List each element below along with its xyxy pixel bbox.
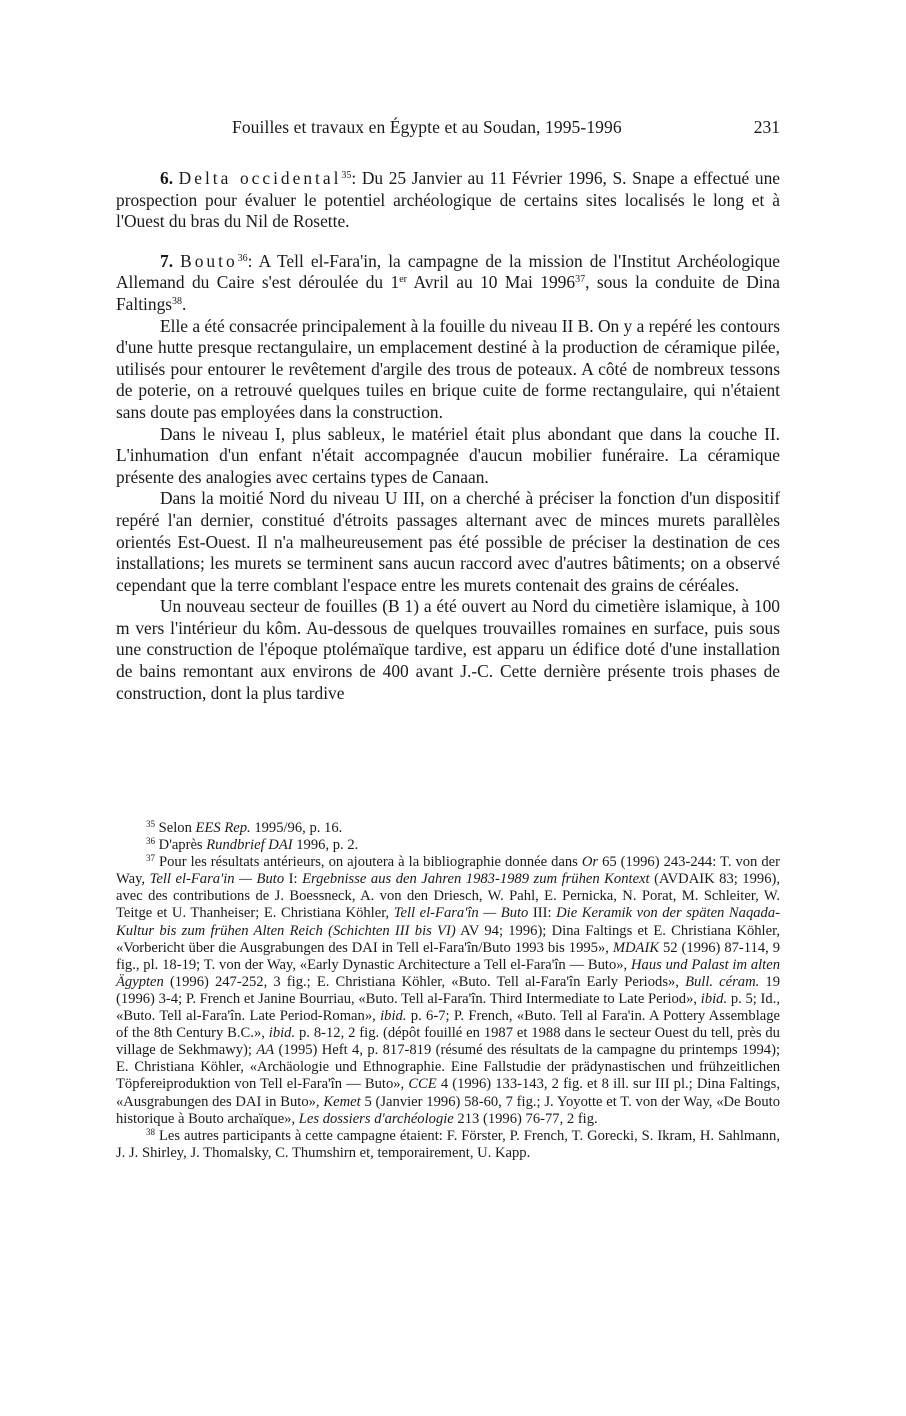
footnote-number: 37 — [146, 853, 155, 864]
paragraph: Dans la moitié Nord du niveau U III, on a cherché à préciser la fonction d'un dispositif repéré l'an dernier, constitué d'étroits passages alternant avec de minces murets parallèles orientés Est-Ouest. Il n'a malheureusement pas été possible de préciser la destination de ces installations; les murets se terminent sans aucun raccord avec d'autres bâtiments; on a observé cependant que la terre comblant l'espace entre les murets contenait des grains de céréales. — [116, 488, 780, 595]
footnote-text: Les autres participants à cette campagne étaient: F. Förster, P. French, T. Gorecki, S. Ikram, H. Sahlmann, J. J. Shirley, J. Thomalsky, C. Thumshirn et, temporairement, U. Kapp. — [116, 1127, 780, 1161]
footnote-text: 213 (1996) 76-77, 2 fig. — [453, 1110, 598, 1127]
footnote-text: p. 8-12, 2 fig. (dépôt fouillé en 1987 et 1988 dans le secteur Ouest du tell, près du village de Sekhmawy); — [116, 1025, 780, 1059]
footnote-italic: Ergebnisse aus den Jahren 1983-1989 zum frühen Kontext — [302, 871, 650, 888]
footnote-text: 19 (1996) 3-4; P. French et Janine Bourriau, «Buto. Tell al-Fara'în. Third Intermediate to Late Period», — [116, 973, 780, 1007]
footnote-italic: Tell el-Fara'în — Buto — [393, 905, 529, 922]
footnote-italic: AA — [256, 1042, 275, 1059]
section-number: 6. — [160, 168, 174, 188]
ordinal-suffix: er — [399, 274, 407, 286]
footnote-text: D'après — [158, 837, 207, 854]
footnote-number: 35 — [146, 819, 155, 829]
footnote-italic: Haus und Palast im alten Ägypten — [116, 956, 780, 990]
footnote-italic: ibid. — [700, 990, 728, 1007]
footnote-italic: CCE — [408, 1076, 437, 1093]
footnote-38 — [116, 1128, 780, 1162]
note-ref: 36 — [237, 252, 248, 264]
footnote-italic: MDAIK — [612, 939, 660, 956]
footnote-35 — [116, 820, 780, 837]
footnote-text: (1996) 247-252, 3 fig.; E. Christiana Köhler, «Buto. Tell al-Fara'în Early Periods», — [163, 973, 686, 990]
paragraph-text: Avril au 10 Mai 1996 — [407, 272, 576, 293]
footnote-text: I: — [284, 871, 303, 888]
footnote-number: 38 — [146, 1126, 155, 1137]
section-number: 7. — [160, 250, 174, 271]
footnote-text: (1995) Heft 4, p. 817-819 (résumé des résultats de la campagne du printemps 1994); E. Christiana Köhler, «Archäologie und Ethnographie. Eine Fallstudie der prädynastischen und frühzeitlichen Töpfereiproduktion von Tell el-Fara'în — Buto», — [116, 1042, 781, 1093]
footnotes — [116, 820, 780, 1162]
footnote-text: Pour les résultats antérieurs, on ajoutera à la bibliographie donnée dans — [159, 854, 582, 871]
footnote-text: 5 (Janvier 1996) 58-60, 7 fig.; J. Yoyotte et T. von der Way, «De Bouto historique à Bouto archaïque», — [116, 1093, 780, 1127]
section-7-paragraph — [116, 251, 780, 316]
page-number: 231 — [753, 117, 780, 137]
footnote-text: III: — [528, 905, 557, 922]
note-ref: 37 — [575, 274, 586, 286]
footnote-text: p. 6-7; P. French, «Buto. Tell al Fara'in. A Pottery Assemblage of the 8th Century B.C.», — [116, 1008, 780, 1042]
footnote-italic: EES Rep. — [195, 820, 251, 836]
section-6-paragraph — [116, 168, 780, 233]
running-header — [116, 117, 780, 141]
section-heading: Bouto — [180, 250, 238, 271]
footnote-text: 52 (1996) 87-114, 9 fig., pl. 18-19; T. von der Way, «Early Dynastic Architecture a Tell el-Fara'în — Buto», — [116, 939, 781, 973]
footnote-italic: Tell el-Fara'in — Buto — [149, 871, 285, 888]
footnote-36 — [116, 837, 780, 854]
paragraph: Elle a été consacrée principalement à la fouille du niveau II B. On y a repéré les contours d'une hutte presque rectangulaire, un emplacement destiné à la production de céramique pilée, utilisés pour entourer le revêtement d'argile des trous de poteaux. A côté de nombreux tessons de poterie, on a retrouvé quelques tuiles en brique cuite de forme rectangulaire, qui n'étaient sans doute pas employées dans la construction. — [116, 315, 780, 422]
footnote-text: 65 (1996) 243-244: T. von der Way, — [116, 854, 780, 888]
footnote-italic: ibid. — [380, 1008, 407, 1025]
main-text — [116, 168, 780, 704]
footnote-text: p. 5; Id., «Buto. Tell al-Fara'în. Late Period-Roman», — [116, 990, 780, 1025]
footnote-text: (AVDAIK 83; 1996), avec des contributions de J. Boessneck, A. von den Driesch, W. Pahl, E. Pernicka, N. Porat, M. Schleiter, W. Teitge et U. Thanheiser; E. Christiana Köhler, — [116, 871, 781, 922]
note-ref: 35 — [341, 170, 352, 181]
paragraph-text: : Du 25 Janvier au 11 Février 1996, S. Snape a effectué une prospection pour évaluer le potentiel archéologique de certains sites localisés le long et à l'Ouest du bras du Nil de Rosette. — [116, 168, 780, 232]
paragraph: Dans le niveau I, plus sableux, le matériel était plus abondant que dans la couche II. L'inhumation d'un enfant n'était accompagnée d'aucun mobilier funéraire. La céramique présente des analogies avec certains types de Canaan. — [116, 423, 780, 487]
footnote-number: 36 — [146, 836, 155, 847]
footnote-text: AV 94; 1996); Dina Faltings et E. Christiana Köhler, «Vorbericht über die Ausgrabungen des DAI in Tell el-Fara'în/Buto 1993 bis 1995», — [116, 922, 780, 956]
note-ref: 38 — [172, 295, 183, 307]
footnote-italic: Kemet — [323, 1093, 361, 1110]
paragraph-text: : A Tell el-Fara'in, la campagne de la mission de l'Institut Archéologique Allemand du Caire s'est déroulée du 1 — [116, 250, 780, 293]
footnote-37 — [116, 854, 780, 1128]
running-title: Fouilles et travaux en Égypte et au Soudan, 1995-1996 — [232, 117, 622, 137]
footnote-italic: Or — [581, 854, 599, 871]
footnote-text: 1995/96, p. 16. — [250, 820, 343, 836]
footnote-text: 4 (1996) 133-143, 2 fig. et 8 ill. sur III pl.; Dina Faltings, «Ausgrabungen des DAI in Buto», — [116, 1076, 780, 1110]
footnote-italic: Die Keramik von der späten Naqada-Kultur bis zum frühen Alten Reich (Schichten III bis VI) — [116, 905, 780, 939]
footnote-italic: Les dossiers d'archéologie — [298, 1110, 454, 1127]
paragraph: Un nouveau secteur de fouilles (B 1) a été ouvert au Nord du cimetière islamique, à 100 m vers l'intérieur du kôm. Au-dessous de quelques trouvailles romaines en surface, puis sous une construction de l'époque ptolémaïque tardive, est apparu un édifice doté d'une installation de bains remontant aux environs de 400 avant J.-C. Cette dernière présente trois phases de construction, dont la plus tardive — [116, 596, 780, 703]
footnote-text: 1996, p. 2. — [292, 837, 359, 854]
paragraph-text: , sous la conduite de Dina Faltings — [116, 272, 781, 314]
paragraph-text: . — [182, 293, 187, 314]
footnote-italic: Bull. céram. — [685, 973, 760, 990]
footnote-italic: Rundbrief DAI — [206, 837, 293, 854]
section-heading: Delta occidental — [178, 168, 342, 188]
footnote-text: Selon — [158, 820, 196, 836]
footnote-italic: ibid. — [268, 1025, 296, 1042]
